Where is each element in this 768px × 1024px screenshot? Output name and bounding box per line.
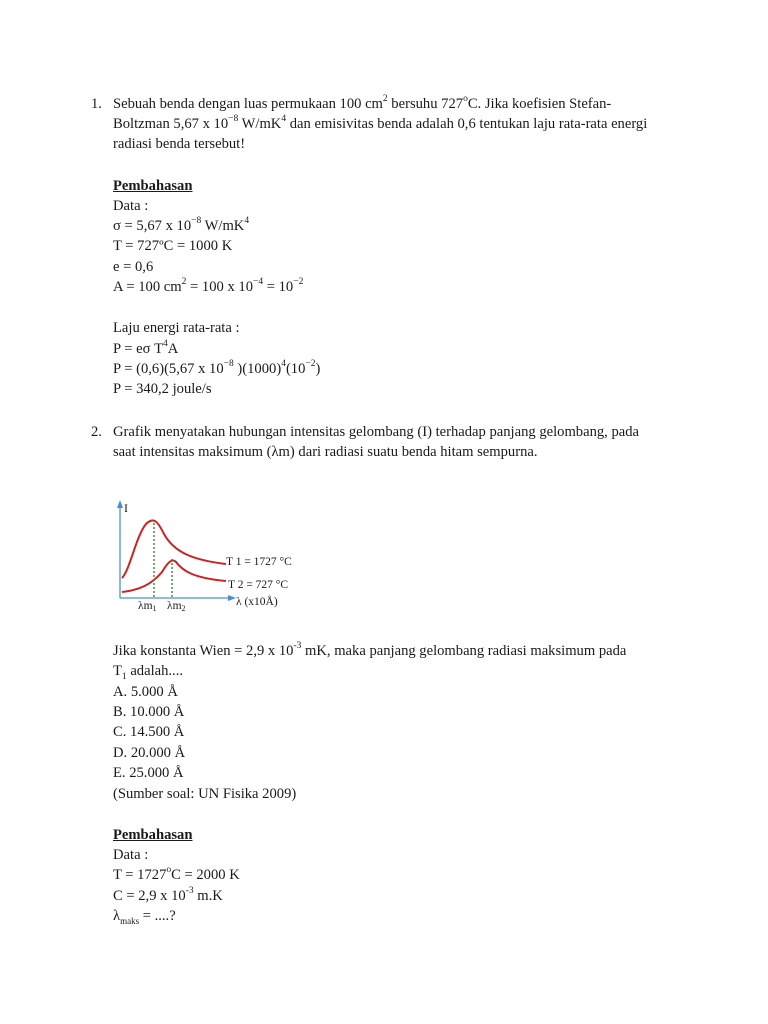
solution-1-area: A = 100 $cm^2 = 100$ x $10^{-4} = 10^{-2}$ bbox=[113, 277, 304, 295]
option-b: B. 10.000 Å bbox=[113, 704, 185, 720]
y-axis-arrow bbox=[117, 500, 123, 508]
solution-2-lambda-max: $\lambda_{maks}$ = ....? bbox=[113, 908, 176, 926]
question-2-wien-line: Jika konstanta Wien = 2,9 x $10^{-3}$ mK, maka panjang gelombang radiasi maksimum pada bbox=[113, 641, 627, 659]
solution-1-result: P = 340,2 joule/s bbox=[113, 381, 212, 397]
solution-1-sigma: σ = 5,67 x $10^{-8}$ $W/mK^4$ bbox=[113, 216, 250, 234]
solution-1-rate-label: Laju energi rata-rata : bbox=[113, 320, 240, 336]
lambda-m2-label: λm2 bbox=[167, 600, 186, 613]
x-axis-arrow bbox=[228, 595, 236, 601]
question-2-t1-line: $T_1$ adalah.... bbox=[113, 663, 183, 682]
solution-2-data-label: Data : bbox=[113, 847, 149, 863]
solution-2-wien-constant: C = 2,9 x $10^{-3}$ m.K bbox=[113, 886, 223, 904]
curve-t2-label: T 2 = 727 °C bbox=[228, 579, 289, 591]
x-axis-label: λ (x10Å) bbox=[236, 596, 278, 608]
lambda-m1-label: λm1 bbox=[138, 600, 157, 613]
question-2-line-2: saat intensitas maksimum (λm) dari radiasi suatu benda hitam sempurna. bbox=[113, 444, 538, 460]
question-1-number: 1. bbox=[91, 96, 102, 112]
solution-2-heading: Pembahasan bbox=[113, 827, 193, 843]
curve-t2 bbox=[122, 560, 226, 592]
solution-1-substitution: P = (0,6)(5,67 x $10^{-8}$ )$(1000)^4(10^{-2})$ bbox=[113, 359, 321, 377]
solution-1-temperature: T = 727ºC = 1000 K bbox=[113, 238, 233, 254]
solution-1-heading: Pembahasan bbox=[113, 178, 193, 194]
solution-2-temperature: $T = 1727^oC = 2000$ K bbox=[113, 865, 240, 883]
option-e: E. 25.000 Å bbox=[113, 765, 184, 781]
solution-1-emissivity: e = 0,6 bbox=[113, 259, 154, 275]
option-c: C. 14.500 Å bbox=[113, 724, 185, 740]
curve-t1 bbox=[122, 520, 226, 578]
question-2-number: 2. bbox=[91, 424, 102, 440]
intensity-wavelength-graph bbox=[108, 498, 318, 616]
curve-t1-label: T 1 = 1727 °C bbox=[226, 556, 292, 568]
solution-1-data-label: Data : bbox=[113, 198, 149, 214]
question-2-line-1: Grafik menyatakan hubungan intensitas gelombang (I) terhadap panjang gelombang, pada bbox=[113, 424, 640, 440]
solution-1-formula: P = eσ $T^4A$ bbox=[113, 339, 179, 357]
y-axis-label: I bbox=[124, 501, 128, 515]
question-1-line-1: Sebuah benda dengan luas permukaan 100 $cm^2$ bersuhu 727$^o$C. Jika koefisien Stefan- bbox=[113, 94, 612, 112]
option-d: D. 20.000 Å bbox=[113, 745, 186, 761]
question-1-line-3: radiasi benda tersebut! bbox=[113, 136, 246, 152]
option-a: A. 5.000 Å bbox=[113, 684, 178, 700]
question-2-source: (Sumber soal: UN Fisika 2009) bbox=[113, 786, 297, 802]
question-1-line-2: Boltzman 5,67 x $10^{-8}$ $W/mK^4$ dan emisivitas benda adalah 0,6 tentukan laju rata-rata energi bbox=[113, 114, 648, 132]
